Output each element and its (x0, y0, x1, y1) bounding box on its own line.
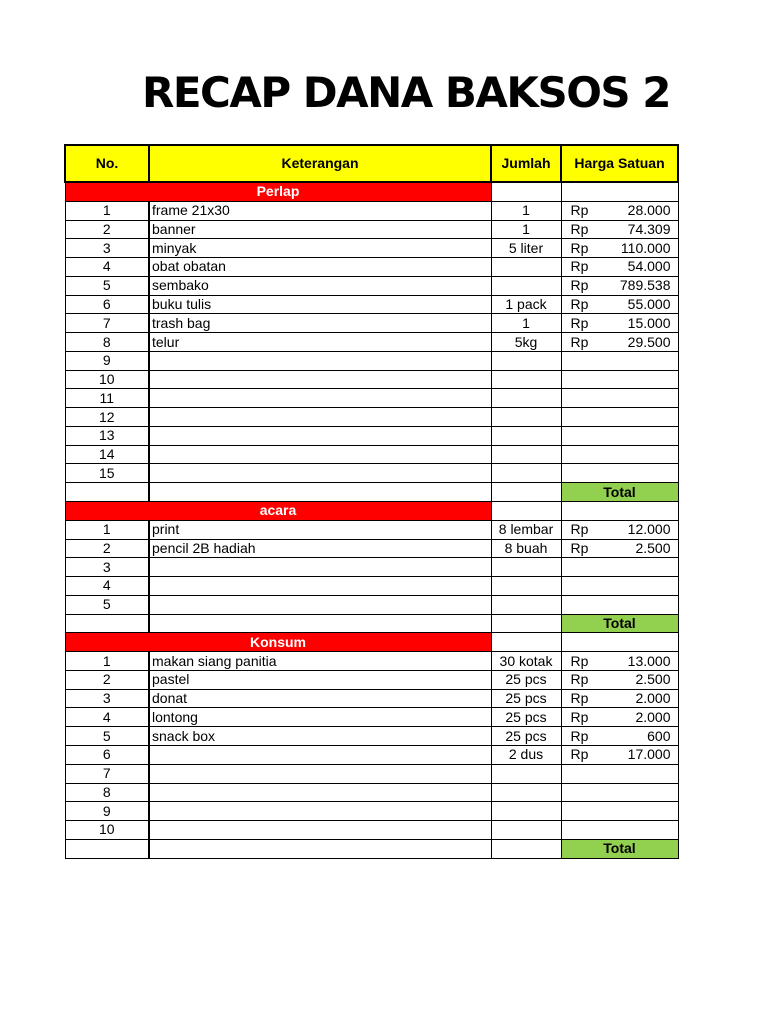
empty-cell (561, 182, 678, 201)
header-keterangan: Keterangan (149, 145, 491, 182)
item-unit-price (561, 314, 678, 333)
item-description: snack box (149, 727, 491, 746)
item-description: frame 21x30 (149, 201, 491, 220)
currency-label: Rp (570, 746, 589, 763)
item-quantity: 1 pack (491, 295, 561, 314)
recap-table (64, 144, 679, 859)
table-row (65, 764, 678, 783)
item-quantity: 1 (491, 314, 561, 333)
price-value: 2.500 (635, 539, 671, 556)
table-row (65, 727, 678, 746)
item-description: buku tulis (149, 295, 491, 314)
table-row (65, 577, 678, 596)
price-value: 55.000 (627, 295, 671, 312)
item-number: 10 (65, 370, 149, 389)
empty-cell (491, 633, 561, 652)
item-unit-price (561, 595, 678, 614)
item-description (149, 464, 491, 483)
table-row (65, 539, 678, 558)
item-quantity (491, 577, 561, 596)
item-unit-price (561, 351, 678, 370)
currency-label: Rp (570, 671, 589, 688)
item-quantity: 25 pcs (491, 727, 561, 746)
currency-label: Rp (570, 295, 589, 312)
table-row (65, 201, 678, 220)
empty-cell (65, 483, 149, 502)
item-unit-price (561, 670, 678, 689)
item-description: banner (149, 220, 491, 239)
item-description (149, 764, 491, 783)
item-description (149, 595, 491, 614)
total-row (65, 614, 678, 633)
item-quantity: 5kg (491, 333, 561, 352)
item-description (149, 445, 491, 464)
empty-cell (149, 839, 491, 858)
table-row (65, 389, 678, 408)
item-quantity (491, 821, 561, 840)
item-description (149, 745, 491, 764)
item-description (149, 351, 491, 370)
item-number: 4 (65, 708, 149, 727)
empty-cell (65, 839, 149, 858)
item-description: trash bag (149, 314, 491, 333)
item-quantity (491, 764, 561, 783)
currency-label: Rp (570, 690, 589, 707)
currency-label: Rp (570, 708, 589, 725)
item-number: 5 (65, 276, 149, 295)
item-unit-price (561, 708, 678, 727)
item-description (149, 389, 491, 408)
price-value: 29.500 (627, 333, 671, 350)
price-value: 28.000 (627, 202, 671, 219)
item-unit-price (561, 408, 678, 427)
item-quantity: 25 pcs (491, 708, 561, 727)
total-label: Total (561, 483, 678, 502)
currency-label: Rp (570, 333, 589, 350)
price-value: 2.500 (635, 671, 671, 688)
table-row (65, 220, 678, 239)
table-row (65, 351, 678, 370)
table-row (65, 802, 678, 821)
header-harga-satuan: Harga Satuan (561, 145, 678, 182)
table-row (65, 408, 678, 427)
total-row (65, 839, 678, 858)
item-number: 8 (65, 333, 149, 352)
item-number: 1 (65, 520, 149, 539)
price-value: 54.000 (627, 258, 671, 275)
item-unit-price (561, 652, 678, 671)
item-number: 3 (65, 689, 149, 708)
item-number: 6 (65, 745, 149, 764)
table-row (65, 745, 678, 764)
table-row (65, 295, 678, 314)
item-quantity (491, 351, 561, 370)
section-title: acara (65, 502, 491, 521)
item-number: 1 (65, 652, 149, 671)
item-description: telur (149, 333, 491, 352)
page-title: RECAP DANA BAKSOS 2 (142, 68, 671, 117)
item-unit-price (561, 426, 678, 445)
item-unit-price (561, 821, 678, 840)
table-row (65, 652, 678, 671)
total-row (65, 483, 678, 502)
empty-cell (491, 502, 561, 521)
item-quantity: 8 buah (491, 539, 561, 558)
currency-label: Rp (570, 220, 589, 237)
item-number: 7 (65, 314, 149, 333)
currency-label: Rp (570, 239, 589, 256)
currency-label: Rp (570, 314, 589, 331)
table-row (65, 464, 678, 483)
item-quantity (491, 258, 561, 277)
item-number: 2 (65, 220, 149, 239)
total-label: Total (561, 614, 678, 633)
table-row (65, 239, 678, 258)
item-unit-price (561, 220, 678, 239)
item-unit-price (561, 577, 678, 596)
item-description (149, 821, 491, 840)
recap-table-body (65, 145, 678, 858)
price-value: 110.000 (620, 239, 671, 256)
item-number: 2 (65, 539, 149, 558)
header-no: No. (65, 145, 149, 182)
item-quantity: 5 liter (491, 239, 561, 258)
item-description: lontong (149, 708, 491, 727)
header-row (65, 145, 678, 182)
table-row (65, 783, 678, 802)
item-number: 11 (65, 389, 149, 408)
table-row (65, 689, 678, 708)
item-description: sembako (149, 276, 491, 295)
currency-label: Rp (570, 258, 589, 275)
item-unit-price (561, 764, 678, 783)
item-quantity: 30 kotak (491, 652, 561, 671)
item-description (149, 783, 491, 802)
price-value: 74.309 (627, 220, 671, 237)
currency-label: Rp (570, 277, 589, 294)
item-unit-price (561, 258, 678, 277)
item-number: 3 (65, 239, 149, 258)
item-description: obat obatan (149, 258, 491, 277)
item-number: 10 (65, 821, 149, 840)
currency-label: Rp (570, 202, 589, 219)
item-unit-price (561, 239, 678, 258)
currency-label: Rp (570, 521, 589, 538)
item-number: 5 (65, 727, 149, 746)
table-row (65, 520, 678, 539)
item-description: pencil 2B hadiah (149, 539, 491, 558)
item-quantity: 2 dus (491, 745, 561, 764)
table-row (65, 314, 678, 333)
item-description: print (149, 520, 491, 539)
empty-cell (491, 614, 561, 633)
item-quantity: 1 (491, 201, 561, 220)
item-description: makan siang panitia (149, 652, 491, 671)
item-quantity (491, 783, 561, 802)
item-quantity (491, 445, 561, 464)
section-row (65, 182, 678, 201)
table-row (65, 670, 678, 689)
item-number: 12 (65, 408, 149, 427)
item-unit-price (561, 370, 678, 389)
price-value: 789.538 (619, 277, 671, 294)
empty-cell (491, 483, 561, 502)
item-unit-price (561, 333, 678, 352)
item-description (149, 370, 491, 389)
currency-label: Rp (570, 727, 589, 744)
price-value: 12.000 (627, 521, 671, 538)
item-unit-price (561, 727, 678, 746)
table-row (65, 595, 678, 614)
currency-label: Rp (570, 539, 589, 556)
table-row (65, 276, 678, 295)
item-unit-price (561, 783, 678, 802)
table-row (65, 445, 678, 464)
empty-cell (149, 614, 491, 633)
item-unit-price (561, 539, 678, 558)
item-number: 9 (65, 802, 149, 821)
table-row (65, 258, 678, 277)
empty-cell (561, 633, 678, 652)
item-number: 14 (65, 445, 149, 464)
item-quantity: 25 pcs (491, 689, 561, 708)
price-value: 2.000 (635, 708, 671, 725)
item-quantity (491, 276, 561, 295)
table-row (65, 558, 678, 577)
item-unit-price (561, 464, 678, 483)
item-quantity (491, 370, 561, 389)
price-value: 13.000 (627, 652, 671, 669)
item-number: 8 (65, 783, 149, 802)
item-unit-price (561, 802, 678, 821)
item-number: 3 (65, 558, 149, 577)
section-title: Perlap (65, 182, 491, 201)
item-unit-price (561, 689, 678, 708)
item-quantity (491, 802, 561, 821)
section-row (65, 633, 678, 652)
item-description (149, 408, 491, 427)
empty-cell (149, 483, 491, 502)
item-unit-price (561, 558, 678, 577)
empty-cell (65, 614, 149, 633)
item-number: 15 (65, 464, 149, 483)
table-row (65, 426, 678, 445)
item-description (149, 426, 491, 445)
price-value: 600 (647, 727, 671, 744)
price-value: 17.000 (627, 746, 671, 763)
item-number: 9 (65, 351, 149, 370)
item-number: 7 (65, 764, 149, 783)
item-number: 5 (65, 595, 149, 614)
item-number: 13 (65, 426, 149, 445)
item-quantity (491, 408, 561, 427)
item-unit-price (561, 745, 678, 764)
table-row (65, 370, 678, 389)
section-row (65, 502, 678, 521)
price-value: 15.000 (627, 314, 671, 331)
price-value: 2.000 (635, 690, 671, 707)
item-unit-price (561, 201, 678, 220)
total-label: Total (561, 839, 678, 858)
table-row (65, 821, 678, 840)
item-number: 4 (65, 577, 149, 596)
item-quantity (491, 389, 561, 408)
item-description (149, 802, 491, 821)
item-quantity (491, 558, 561, 577)
item-quantity: 25 pcs (491, 670, 561, 689)
item-quantity: 1 (491, 220, 561, 239)
currency-label: Rp (570, 652, 589, 669)
item-number: 2 (65, 670, 149, 689)
item-quantity: 8 lembar (491, 520, 561, 539)
item-unit-price (561, 276, 678, 295)
item-quantity (491, 595, 561, 614)
item-description: donat (149, 689, 491, 708)
section-title: Konsum (65, 633, 491, 652)
item-number: 4 (65, 258, 149, 277)
item-unit-price (561, 520, 678, 539)
table-row (65, 333, 678, 352)
item-description: minyak (149, 239, 491, 258)
item-unit-price (561, 295, 678, 314)
empty-cell (491, 839, 561, 858)
empty-cell (561, 502, 678, 521)
item-description (149, 558, 491, 577)
item-quantity (491, 426, 561, 445)
table-row (65, 708, 678, 727)
item-description: pastel (149, 670, 491, 689)
item-number: 6 (65, 295, 149, 314)
item-unit-price (561, 389, 678, 408)
empty-cell (491, 182, 561, 201)
header-jumlah: Jumlah (491, 145, 561, 182)
item-quantity (491, 464, 561, 483)
item-unit-price (561, 445, 678, 464)
item-description (149, 577, 491, 596)
item-number: 1 (65, 201, 149, 220)
